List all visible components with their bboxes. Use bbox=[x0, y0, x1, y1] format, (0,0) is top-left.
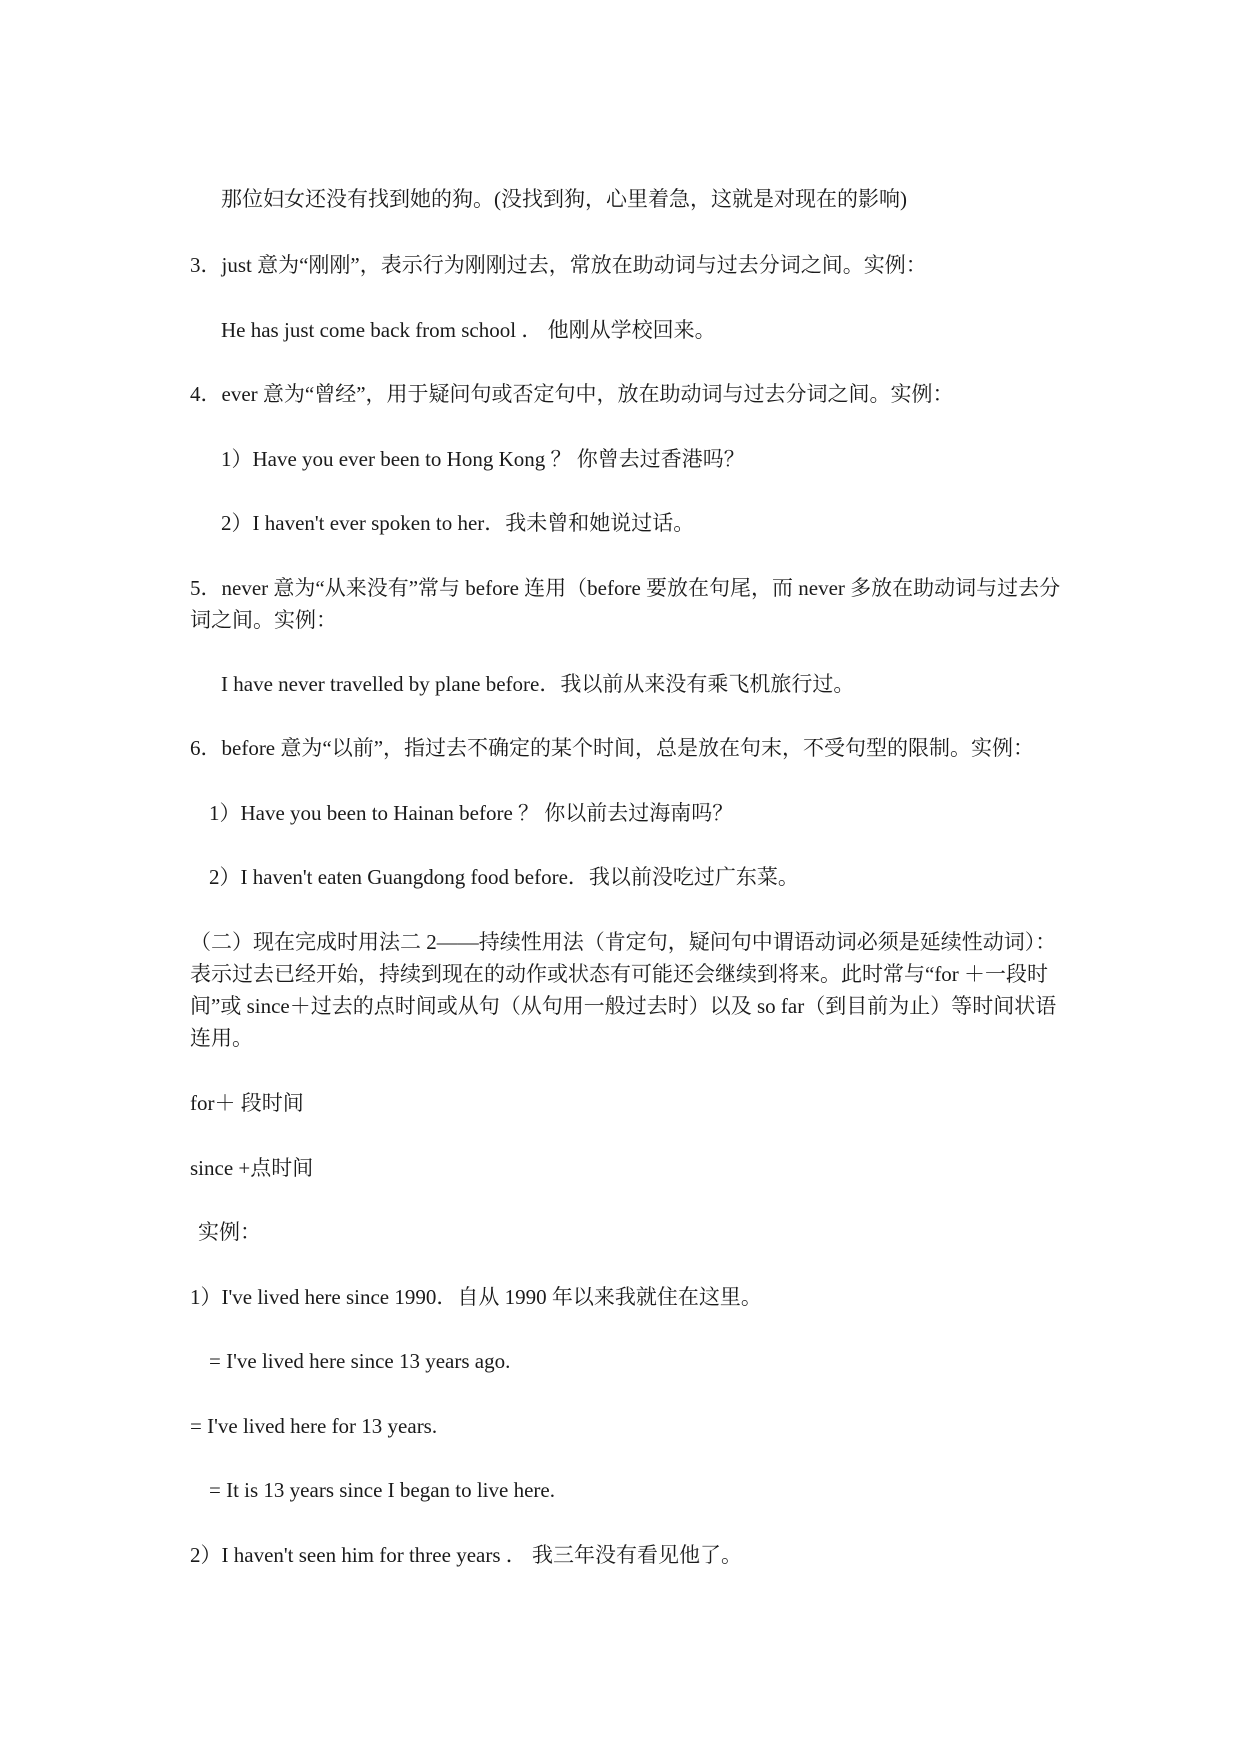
text-line-16: 1）I've lived here since 1990．自从 1990 年以来我就住在这里。 bbox=[190, 1285, 762, 1309]
text-line-14: since +点时间 bbox=[190, 1156, 314, 1180]
text-line-6: 2）I haven't ever spoken to her．我未曾和她说过话。 bbox=[221, 511, 695, 535]
text-line-19: = It is 13 years since I began to live here. bbox=[209, 1478, 555, 1502]
text-paragraph-7: 5．never 意为“从来没有”常与 before 连用（before 要放在句尾，而 never 多放在助动词与过去分词之间。实例： bbox=[190, 576, 1061, 632]
text-line-3: He has just come back from school ． 他刚从学校回来。 bbox=[221, 318, 716, 342]
text-line-20: 2）I haven't seen him for three years ． 我三年没有看见他了。 bbox=[190, 1543, 742, 1567]
text-line-2: 3．just 意为“刚刚”，表示行为刚刚过去，常放在助动词与过去分词之间。实例： bbox=[190, 253, 927, 277]
text-line-4: 4．ever 意为“曾经”，用于疑问句或否定句中，放在助动词与过去分词之间。实例： bbox=[190, 382, 954, 406]
text-line-17: = I've lived here since 13 years ago. bbox=[209, 1349, 511, 1373]
text-line-13: for＋ 段时间 bbox=[190, 1091, 304, 1115]
text-line-15: 实例： bbox=[198, 1220, 261, 1244]
text-paragraph-12: （二）现在完成时用法二 2——持续性用法（肯定句，疑问句中谓语动词必须是延续性动词）：表示过去已经开始，持续到现在的动作或状态有可能还会继续到将来。此时常与“for ＋一段时间”或 since＋过去的点时间或从句（从句用一般过去时）以及 so far（到目前为止）等时间状语连用。 bbox=[190, 930, 1057, 1050]
text-line-11: 2）I haven't eaten Guangdong food before．我以前没吃过广东菜。 bbox=[209, 865, 799, 889]
text-line-10: 1）Have you been to Hainan before ？ 你以前去过海南吗？ bbox=[209, 801, 734, 825]
text-line-9: 6．before 意为“以前”，指过去不确定的某个时间，总是放在句末，不受句型的限制。实例： bbox=[190, 736, 1035, 760]
text-line-5: 1）Have you ever been to Hong Kong ？ 你曾去过香港吗？ bbox=[221, 447, 745, 471]
text-line-8: I have never travelled by plane before．我以前从来没有乘飞机旅行过。 bbox=[221, 672, 855, 696]
text-line-1: 那位妇女还没有找到她的狗。(没找到狗，心里着急，这就是对现在的影响) bbox=[221, 187, 907, 211]
text-line-18: = I've lived here for 13 years. bbox=[190, 1414, 438, 1438]
